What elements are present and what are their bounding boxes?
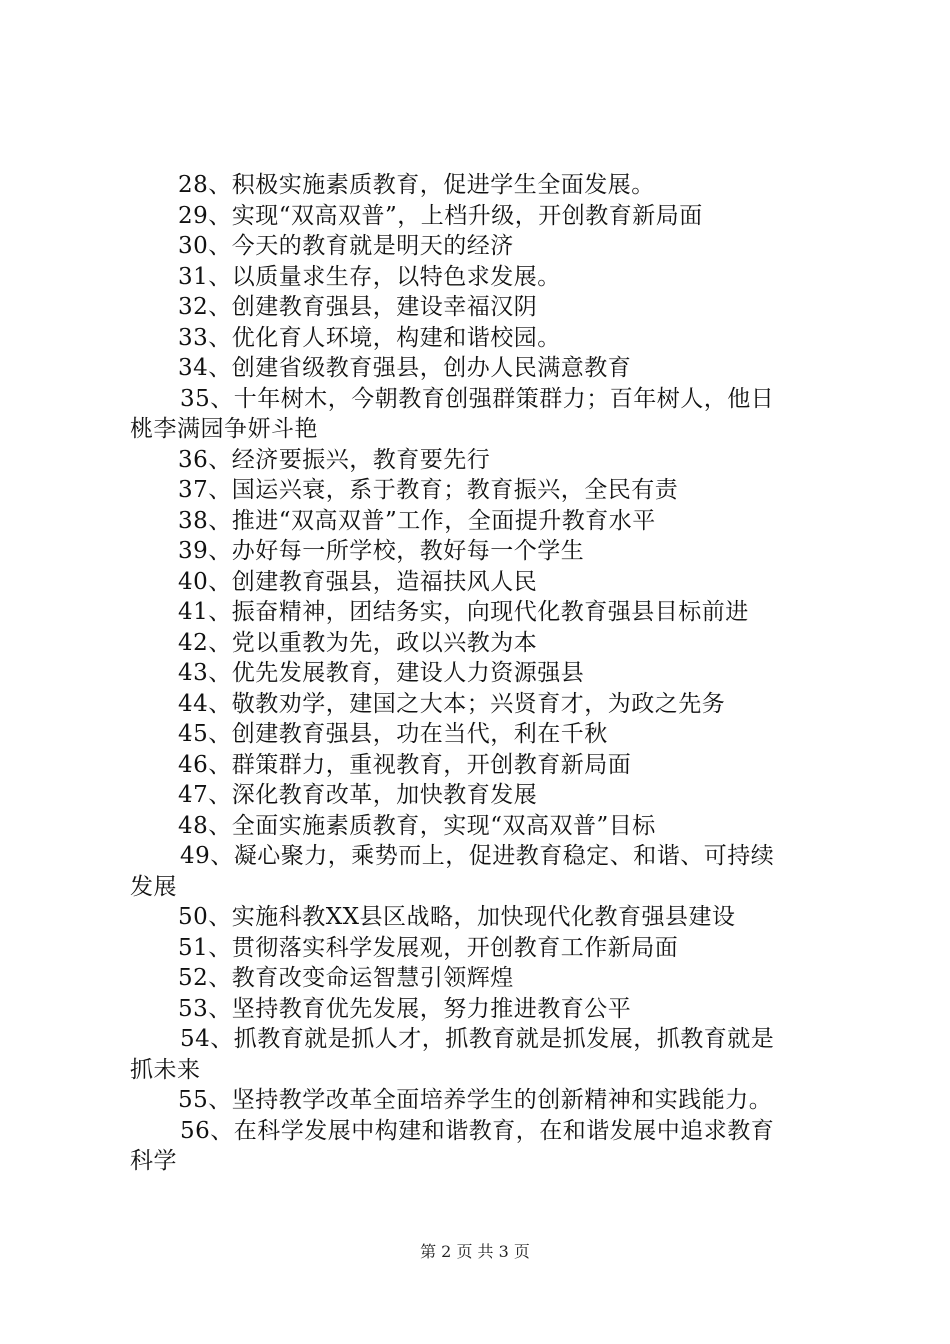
slogan-line: 28、积极实施素质教育，促进学生全面发展。 bbox=[178, 172, 655, 198]
slogan-line: 46、群策群力，重视教育，开创教育新局面 bbox=[178, 751, 632, 778]
slogan-line: 52、教育改变命运智慧引领辉煌 bbox=[178, 965, 514, 991]
slogan-line: 34、创建省级教育强县，创办人民满意教育 bbox=[178, 355, 632, 381]
slogan-line: 39、办好每一所学校，教好每一个学生 bbox=[178, 538, 585, 564]
slogan-line: 48、全面实施素质教育，实现“双高双普”目标 bbox=[178, 812, 656, 839]
slogan-line: 37、国运兴衰，系于教育；教育振兴，全民有责 bbox=[178, 477, 679, 503]
slogan-line: 45、创建教育强县，功在当代，利在千秋 bbox=[178, 721, 608, 747]
slogan-line: 36、经济要振兴，教育要先行 bbox=[178, 446, 491, 473]
slogan-line: 53、坚持教育优先发展，努力推进教育公平 bbox=[178, 995, 632, 1022]
slogan-line: 54、抓教育就是抓人才，抓教育就是抓发展，抓教育就是 bbox=[180, 1026, 775, 1052]
slogan-line: 43、优先发展教育，建设人力资源强县 bbox=[178, 660, 585, 686]
slogan-line: 29、实现“双高双普”，上档升级，开创教育新局面 bbox=[178, 202, 703, 229]
slogan-line: 38、推进“双高双普”工作，全面提升教育水平 bbox=[178, 507, 656, 534]
slogan-line: 41、振奋精神，团结务实，向现代化教育强县目标前进 bbox=[178, 599, 749, 625]
page-footer: 第 2 页 共 3 页 bbox=[420, 1242, 530, 1261]
slogan-line: 47、深化教育改革，加快教育发展 bbox=[178, 782, 538, 808]
slogan-line: 51、贯彻落实科学发展观，开创教育工作新局面 bbox=[178, 934, 679, 961]
slogan-line-continuation: 桃李满园争妍斗艳 bbox=[130, 416, 318, 442]
slogan-line-continuation: 抓未来 bbox=[130, 1056, 201, 1083]
slogan-line: 50、实施科教XX县区战略，加快现代化教育强县建设 bbox=[178, 904, 736, 930]
slogan-line: 32、创建教育强县，建设幸福汉阴 bbox=[178, 294, 538, 320]
slogan-line: 44、敬教劝学，建国之大本；兴贤育才，为政之先务 bbox=[178, 690, 726, 717]
slogan-line: 55、坚持教学改革全面培养学生的创新精神和实践能力。 bbox=[178, 1087, 773, 1113]
slogan-line: 49、凝心聚力，乘势而上，促进教育稳定、和谐、可持续 bbox=[180, 843, 775, 869]
slogan-line: 33、优化育人环境，构建和谐校园。 bbox=[178, 324, 561, 351]
slogan-line: 30、今天的教育就是明天的经济 bbox=[178, 233, 514, 259]
slogan-line-continuation: 发展 bbox=[130, 873, 177, 900]
slogan-line: 56、在科学发展中构建和谐教育，在和谐发展中追求教育 bbox=[180, 1117, 775, 1144]
slogan-line: 31、以质量求生存，以特色求发展。 bbox=[178, 263, 561, 290]
slogan-list bbox=[130, 170, 840, 1177]
slogan-line-continuation: 科学 bbox=[130, 1148, 177, 1174]
slogan-line: 40、创建教育强县，造福扶风人民 bbox=[178, 568, 538, 595]
slogan-line: 35、十年树木，今朝教育创强群策群力；百年树人，他日 bbox=[180, 385, 775, 412]
slogan-line: 42、党以重教为先，政以兴教为本 bbox=[178, 629, 538, 656]
